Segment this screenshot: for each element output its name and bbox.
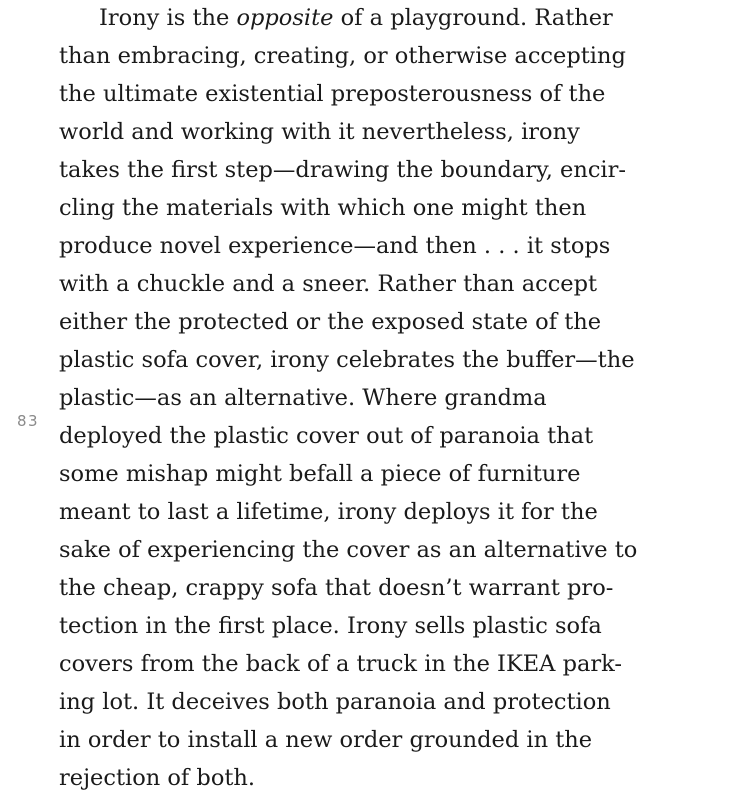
paragraph-line: plastic sofa cover, irony celebrates the buffer—the [59, 347, 635, 373]
paragraph-line: with a chuckle and a sneer. Rather than accept [59, 271, 598, 297]
paragraph-line [59, 1, 739, 39]
paragraph-line: ing lot. It deceives both paranoia and protection [59, 689, 611, 715]
paragraph-line: in order to install a new order grounded in the [59, 727, 593, 753]
paragraph-line: meant to last a lifetime, irony deploys it for the [59, 499, 598, 525]
paragraph-line: covers from the back of a truck in the IKEA park- [59, 651, 622, 677]
italic-emphasis: opposite [236, 5, 334, 31]
paragraph-line: than embracing, creating, or otherwise accepting [59, 43, 626, 69]
paragraph-line: world and working with it nevertheless, irony [59, 119, 580, 145]
body-paragraph [59, 1, 739, 799]
paragraph-line: the ultimate existential preposterousness of the [59, 81, 606, 107]
paragraph-line: either the protected or the exposed state of the [59, 309, 602, 335]
paragraph-line: takes the first step—drawing the boundary, encir- [59, 157, 626, 183]
paragraph-line: rejection of both. [59, 765, 256, 791]
paragraph-line: deployed the plastic cover out of paranoia that [59, 423, 594, 449]
paragraph-line: sake of experiencing the cover as an alternative to [59, 537, 638, 563]
paragraph-line: plastic—as an alternative. Where grandma [59, 385, 547, 411]
paragraph-line: the cheap, crappy sofa that doesn’t warrant pro- [59, 575, 614, 601]
line-text-end: of a playground. Rather [333, 5, 613, 31]
paragraph-line: some mishap might befall a piece of furniture [59, 461, 581, 487]
line-text-start: Irony is the [99, 5, 237, 31]
paragraph-line: cling the materials with which one might then [59, 195, 587, 221]
paragraph-line: produce novel experience—and then . . . it stops [59, 233, 611, 259]
paragraph-line: tection in the first place. Irony sells plastic sofa [59, 613, 602, 639]
page-number: 83 [17, 412, 40, 430]
